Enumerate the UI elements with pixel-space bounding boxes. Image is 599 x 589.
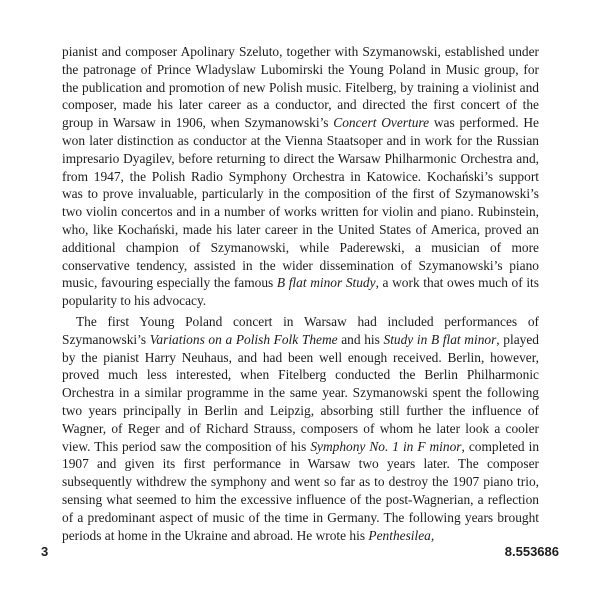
body-text xyxy=(62,43,539,544)
work-title-variations: Variations on a Polish Folk Theme xyxy=(149,331,338,347)
work-title-penthesilea: Penthesilea, xyxy=(368,527,435,543)
work-title-symphony-no-1: Symphony No. 1 in F minor xyxy=(310,438,462,454)
paragraph-2-text-2: and his xyxy=(337,331,384,347)
paragraph-1-text-2: was performed. He won later distinction as conductor at the Vienna Staatsoper and in work for the Russian impresario Dyagilev, before returning to direct the Warsaw Philharmonic Orchestra and, from 1947, the Polish Radio Symphony Orchestra in Katowice. Kochański’s support was to prove invaluable, particularly in the composition of the first of Szymanowski’s two violin concertos and in a number of works written for violin and piano. Rubinstein, who, like Kochański, made his later career in the United States of America, proved an additional champion of Szymanowski, while Paderewski, a musician of more conservative tendency, assisted in the wider dissemination of Szymanowski’s piano music, favouring especially the famous xyxy=(62,115,539,291)
paragraph-2-text-3: , played by the pianist Harry Neuhaus, and had been well enough received. Berlin, however, proved much less interested, when Fitelberg conducted the Berlin Philharmonic Orchestra in a similar programme in the same year. Szymanowski spent the following two years principally in Berlin and Leipzig, absorbing still further the influence of Wagner, of Reger and of Richard Strauss, composers of whom he later look a cooler view. This period saw the composition of his xyxy=(62,331,539,454)
paragraph-2-text-4: , completed in 1907 and given its first performance in Warsaw two years later. The composer subsequently withdrew the symphony and went so far as to destroy the 1907 piano trio, sensing what seemed to him the excessive influence of the post-Wagnerian, a reflection of a predominant aspect of music of the time in Germany. The following years brought periods at home in the Ukraine and abroad. He wrote his xyxy=(62,438,540,543)
work-title-study-b-flat-minor: Study in B flat minor xyxy=(383,331,497,347)
paragraph-1-text-3: , a work that owes much of its popularity to his advocacy. xyxy=(62,275,539,309)
page-number: 3 xyxy=(41,544,49,559)
work-title-concert-overture: Concert Overture xyxy=(333,115,430,131)
paragraph-2-text-1: The first Young Poland concert in Warsaw had included performances of Szymanowski’s xyxy=(62,313,539,347)
catalog-number: 8.553686 xyxy=(504,544,559,559)
paragraph-1 xyxy=(62,43,539,310)
paragraph-2 xyxy=(62,313,539,544)
paragraph-1-text-1: pianist and composer Apolinary Szeluto, together with Szymanowski, established under the patronage of Prince Wladyslaw Lubomirski the Young Poland in Music group, for the publication and promotion of new Polish music. Fitelberg, by training a violinist and composer, made his later career as a conductor, and directed the first concert of the group in Warsaw in 1906, when Szymanowski’s xyxy=(62,44,539,131)
work-title-b-flat-minor-study: B flat minor Study xyxy=(276,275,376,291)
